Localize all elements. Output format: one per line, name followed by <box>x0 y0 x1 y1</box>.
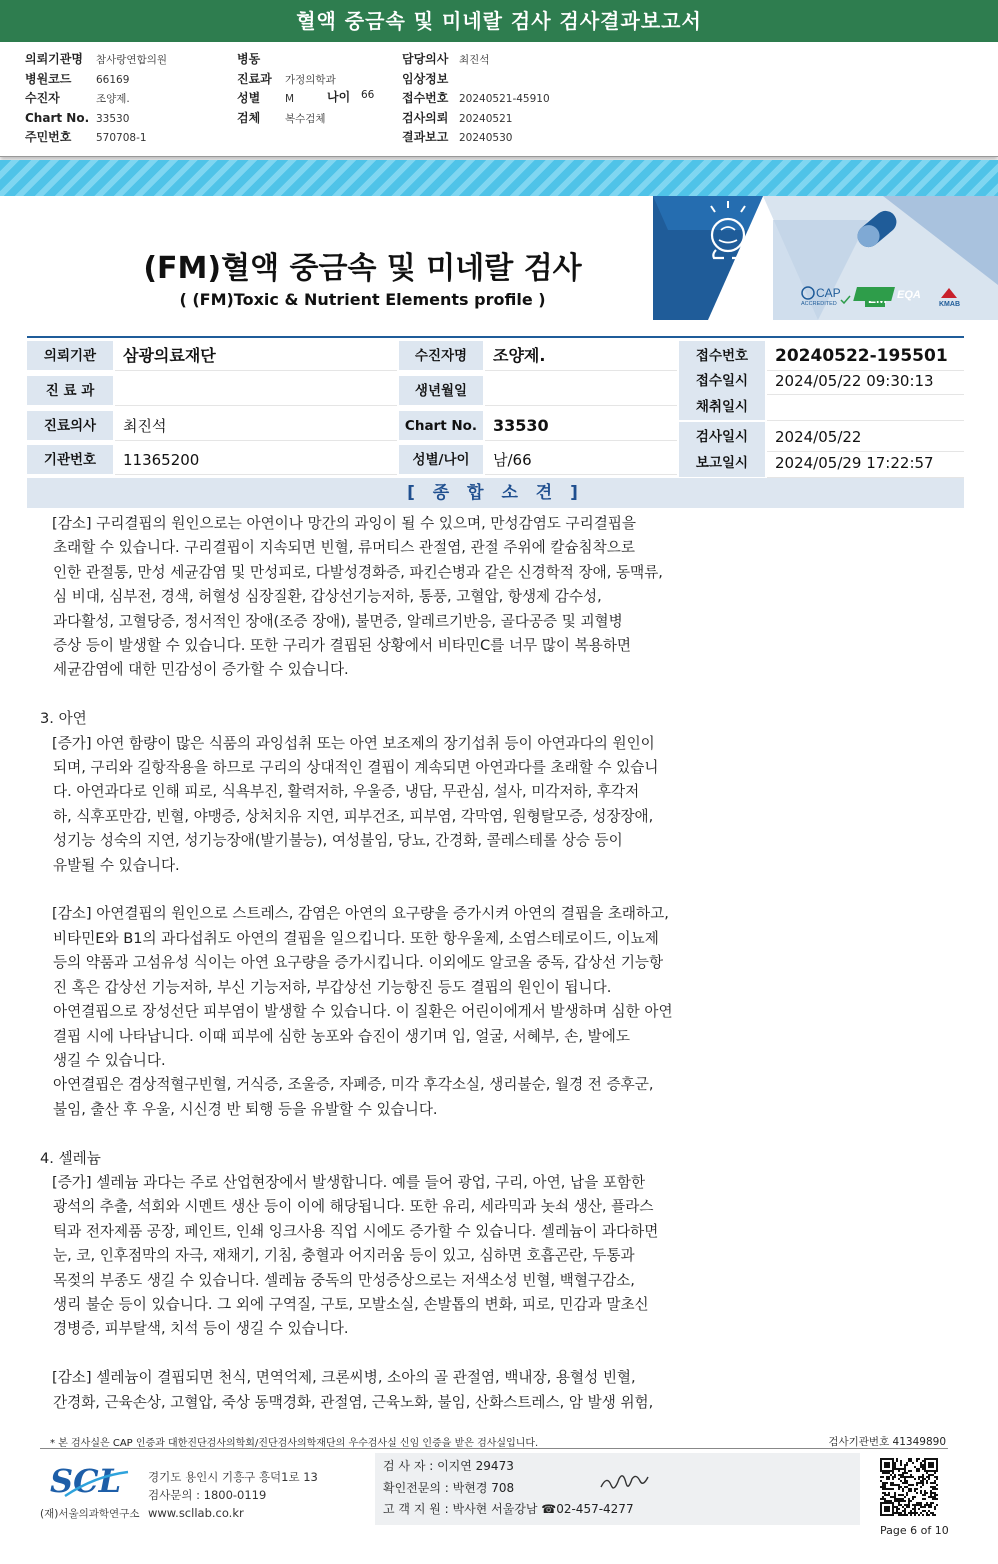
label-patient-name: 수진자명 <box>399 341 483 371</box>
summary-line: [감소] 구리결핍의 원인으로는 아연이나 망간의 과잉이 될 수 있으며, 만성감염도 구리결핍을 <box>52 515 637 532</box>
summary-line: [증가] 셀레늄 과다는 주로 산업현장에서 발생합니다. 예를 들어 광업, 구리, 아연, 납을 포함한 <box>52 1173 646 1191</box>
summary-line: [감소] 아연결핍의 원인으로 스트레스, 감염은 아연의 요구량을 증가시켜 아연의 결핍을 초래하고, <box>52 905 669 923</box>
summary-line <box>40 1122 760 1146</box>
summary-line: 간경화, 근육손상, 고혈압, 죽상 동맥경화, 관절염, 근육노화, 불임, 산화스트레스, 암 발생 위험, <box>53 1393 654 1411</box>
summary-line: 다. 아연과다로 인해 피로, 식욕부진, 활력저하, 우울증, 냉담, 무관심, 설사, 미각저하, 후각저 <box>53 783 640 801</box>
label-requesting-org: 의뢰기관 <box>27 341 113 371</box>
svg-text:ACCREDITED: ACCREDITED <box>801 301 837 307</box>
label-chart-no: Chart No. <box>399 411 483 441</box>
summary-line: 생길 수 있습니다. <box>53 1051 166 1069</box>
header-info-label: 진료과 <box>237 71 272 86</box>
report-banner: 혈액 중금속 및 미네랄 검사 검사결과보고서 <box>0 0 998 42</box>
header-info-label: 성별 <box>237 91 261 105</box>
header-info-row <box>25 50 167 70</box>
svg-text:EQA: EQA <box>897 289 921 301</box>
summary-line: 진 혹은 갑상선 기능저하, 부신 기능저하, 부갑상선 기능항진 등도 결핍의 원인이 됩니다. <box>53 978 612 996</box>
org-phone: 검사문의 : 1800-0119 <box>148 1488 267 1502</box>
value-physician: 최진석 <box>115 411 397 441</box>
value-patient-name: 조양제. <box>485 341 677 371</box>
value-birthdate <box>485 376 677 406</box>
age-value: 66 <box>361 89 375 101</box>
value-accession-no: 20240522-195501 <box>767 341 964 371</box>
summary-line: 광석의 추출, 석회와 시멘트 생산 등이 이에 해당됩니다. 또한 유리, 세라믹과 놋쇠 생산, 플라스 <box>53 1198 654 1216</box>
header-info-value: 20240530 <box>459 132 513 144</box>
signoff-box <box>375 1453 860 1525</box>
header-info-row <box>25 70 167 90</box>
summary-line: 경병증, 피부탈색, 치석 등이 생길 수 있습니다. <box>53 1320 349 1338</box>
value-requesting-org: 삼광의료재단 <box>115 341 397 371</box>
header-info-label: 병원코드 <box>25 71 72 86</box>
header-info-value: 최진석 <box>459 54 490 66</box>
summary-line: [증가] 아연 함량이 많은 식품의 과잉섭취 또는 아연 보조제의 장기섭취 등이 아연과다의 원인이 <box>52 734 655 752</box>
summary-line: 결핍 시에 나타납니다. 이때 피부에 심한 농포와 습진이 생기며 입, 얼굴, 서혜부, 손, 발에도 <box>53 1027 630 1045</box>
summary-line: 아연결핍으로 장성선단 피부염이 발생할 수 있습니다. 이 질환은 어린이에게서 발생하며 심한 아연 <box>53 1003 673 1021</box>
summary-line: 증상 등이 발생할 수 있습니다. 또한 구리가 결핍된 상황에서 비타민C를 너무 많이 복용하면 <box>53 637 632 655</box>
header-info-col2 <box>237 50 336 128</box>
summary-line: 되며, 구리와 길항작용을 하므로 구리의 상대적인 결핍이 계속되면 아연과다를 초래할 수 있습니 <box>53 759 659 777</box>
summary-line <box>40 683 760 707</box>
header-info-row <box>25 109 167 129</box>
header-info-label: 결과보고 <box>402 130 449 144</box>
header-info-value: M <box>285 93 295 105</box>
scl-logo-swoosh <box>60 1466 130 1502</box>
lab-registration-no: 검사기관번호 41349890 <box>828 1436 946 1448</box>
header-info-value: 20240521-45910 <box>459 93 550 105</box>
svg-text:CAP: CAP <box>816 286 841 300</box>
summary-line: 틱과 전자제품 공장, 페인트, 인쇄 잉크사용 직업 시에도 증가할 수 있습니다. 셀레늄이 과다하면 <box>53 1222 659 1240</box>
header-info-label: Chart No. <box>25 110 90 125</box>
value-sex-age: 남/66 <box>485 445 677 475</box>
org-name: (재)서울의과학연구소 <box>40 1508 140 1520</box>
label-tested-at: 검사일시 <box>679 422 765 452</box>
header-info-label: 의뢰기관명 <box>25 52 83 66</box>
label-department: 진 료 과 <box>27 376 113 406</box>
header-info-row <box>402 50 550 70</box>
label-reported-at: 보고일시 <box>679 448 765 478</box>
value-department <box>115 376 397 406</box>
header-info-label: 검체 <box>237 110 261 125</box>
label-accession-no: 접수번호 <box>679 341 765 371</box>
summary-line <box>40 1342 760 1366</box>
label-birthdate: 생년월일 <box>399 376 483 406</box>
header-info-row <box>25 89 167 109</box>
header-info-row <box>237 50 336 70</box>
report-title: (FM)혈액 중금속 및 미네랄 검사 <box>143 251 582 286</box>
value-reported-at: 2024/05/29 17:22:57 <box>767 448 964 478</box>
summary-line: 불임, 출산 후 우울, 시신경 반 퇴행 등을 유발할 수 있습니다. <box>53 1100 438 1118</box>
header-info-col3 <box>402 50 550 148</box>
header-info-value: 참사랑연합의원 <box>96 54 168 66</box>
label-received-at: 접수일시 <box>679 367 765 395</box>
label-sex-age: 성별/나이 <box>399 445 483 475</box>
header-info-row <box>402 128 550 148</box>
summary-line: 초래할 수 있습니다. 구리결핍이 지속되면 빈혈, 류머티스 관절염, 관절 주위에 칼슘침착으로 <box>53 539 635 557</box>
signature <box>597 1471 657 1495</box>
header-info <box>0 42 998 157</box>
summary-line <box>40 878 760 902</box>
value-tested-at: 2024/05/22 <box>767 422 964 452</box>
confirming-physician: 확인전문의 : 박현경 708 <box>383 1481 515 1495</box>
summary-line: 하, 식후포만감, 빈혈, 야맹증, 상처치유 지연, 피부건조, 피부염, 각막염, 원형탈모증, 성장장애, <box>53 807 654 825</box>
header-info-row <box>402 70 550 90</box>
value-collected-at <box>767 394 964 421</box>
summary-body <box>40 512 760 1415</box>
value-institution-no: 11365200 <box>115 445 397 475</box>
summary-line: 심 비대, 심부전, 경색, 허혈성 심장질환, 갑상선기능저하, 통풍, 고혈압, 항생제 감수성, <box>53 588 602 606</box>
eqa-logo <box>853 287 921 301</box>
header-info-row <box>402 89 550 109</box>
summary-line: 4. 셀레늄 <box>40 1149 101 1167</box>
header-info-col1 <box>25 50 167 148</box>
org-contact <box>148 1468 318 1522</box>
header-info-row <box>237 89 336 109</box>
summary-line: 등의 약품과 고섬유성 식이는 아연 요구량을 증가시킵니다. 이외에도 알코올 중독, 갑상선 기능항 <box>53 954 664 972</box>
header-info-value: 가정의학과 <box>285 73 336 86</box>
header-info-value: 20240521 <box>459 112 513 125</box>
summary-line: 과다활성, 고혈당증, 정서적인 장애(조증 장애), 불면증, 알레르기반응, 골다공증 및 괴혈병 <box>53 612 623 630</box>
summary-line: 생리 불순 등이 있습니다. 그 외에 구역질, 구토, 모발소실, 손발톱의 변화, 피로, 민감과 말초신 <box>53 1295 649 1313</box>
header-info-row <box>237 70 336 90</box>
summary-line: 비타민E와 B1의 과다섭취도 아연의 결핍을 일으킵니다. 또한 항우울제, 소염스테로이드, 이뇨제 <box>53 929 659 947</box>
label-institution-no: 기관번호 <box>27 445 113 475</box>
header-info-label: 수진자 <box>25 91 60 105</box>
footer-divider <box>40 1448 948 1449</box>
header-info-row <box>402 109 550 129</box>
value-received-at: 2024/05/22 09:30:13 <box>767 367 964 395</box>
summary-heading: [ 종 합 소 견 ] <box>27 478 964 508</box>
header-info-value: 33530 <box>96 112 130 125</box>
summary-line: [감소] 셀레늄이 결핍되면 천식, 면역억제, 크론씨병, 소아의 골 관절염, 백내장, 용혈성 빈혈, <box>52 1369 636 1387</box>
summary-line: 목젖의 부종도 생길 수 있습니다. 셀레늄 중독의 만성증상으로는 저색소성 빈혈, 백혈구감소, <box>53 1271 635 1289</box>
header-info-label: 담당의사 <box>402 52 449 66</box>
label-physician: 진료의사 <box>27 411 113 441</box>
header-info-label: 검사의뢰 <box>402 110 449 125</box>
qr-code[interactable] <box>880 1458 938 1516</box>
accreditation-note: * 본 검사실은 CAP 인증과 대한진단검사의학회/진단검사의학재단의 우수검사실 신임 인증을 받은 검사실입니다. <box>50 1438 539 1449</box>
age-label: 나이 <box>327 90 351 104</box>
summary-line: 성기능 성숙의 지연, 성기능장애(발기불능), 여성불임, 당뇨, 간경화, 콜레스테롤 상승 등이 <box>53 832 623 850</box>
value-chart-no: 33530 <box>485 411 677 441</box>
header-info-label: 접수번호 <box>402 91 449 105</box>
header-info-value: 복수검체 <box>285 112 326 125</box>
header-info-label: 임상정보 <box>402 71 449 86</box>
header-info-value: 조양제. <box>96 93 130 105</box>
header-info-value: 570708-1 <box>96 132 147 144</box>
header-info-value: 66169 <box>96 73 130 86</box>
header-info-row <box>25 128 167 148</box>
customer-support: 고 객 지 원 : 박사현 서울강남 ☎02-457-4277 <box>383 1502 634 1516</box>
summary-line: 유발될 수 있습니다. <box>53 856 180 874</box>
summary-line: 3. 아연 <box>40 710 87 728</box>
header-info-label: 병동 <box>237 52 261 66</box>
org-website[interactable]: www.scllab.co.kr <box>148 1506 244 1520</box>
summary-line: 세균감염에 대한 민감성이 증가할 수 있습니다. <box>53 661 349 679</box>
svg-text:KMAB: KMAB <box>939 301 960 308</box>
org-address: 경기도 용인시 기흥구 흥덕1로 13 <box>148 1470 318 1484</box>
summary-line: 인한 관절통, 만성 세균감염 및 만성피로, 다발성경화증, 파킨슨병과 같은 신경학적 장애, 동맥류, <box>53 563 663 581</box>
header-info-label: 주민번호 <box>25 130 72 144</box>
scl-logo: SCL <box>50 1462 122 1500</box>
summary-line: 아연결핍은 겸상적혈구빈혈, 거식증, 조울증, 자폐증, 미각 후각소실, 생리불순, 월경 전 증후군, <box>53 1076 654 1094</box>
report-subtitle: ( (FM)Toxic & Nutrient Elements profile ) <box>179 290 546 309</box>
header-info-row <box>237 109 336 129</box>
patient-info-table <box>27 336 964 472</box>
page-number: Page 6 of 10 <box>880 1524 949 1537</box>
tester: 검 사 자 : 이지연 29473 <box>383 1459 514 1473</box>
summary-line: 눈, 코, 인후점막의 자극, 재채기, 기침, 충혈과 어지러움 등이 있고, 심하면 호흡곤란, 두통과 <box>53 1247 635 1265</box>
label-collected-at: 채취일시 <box>679 394 765 421</box>
